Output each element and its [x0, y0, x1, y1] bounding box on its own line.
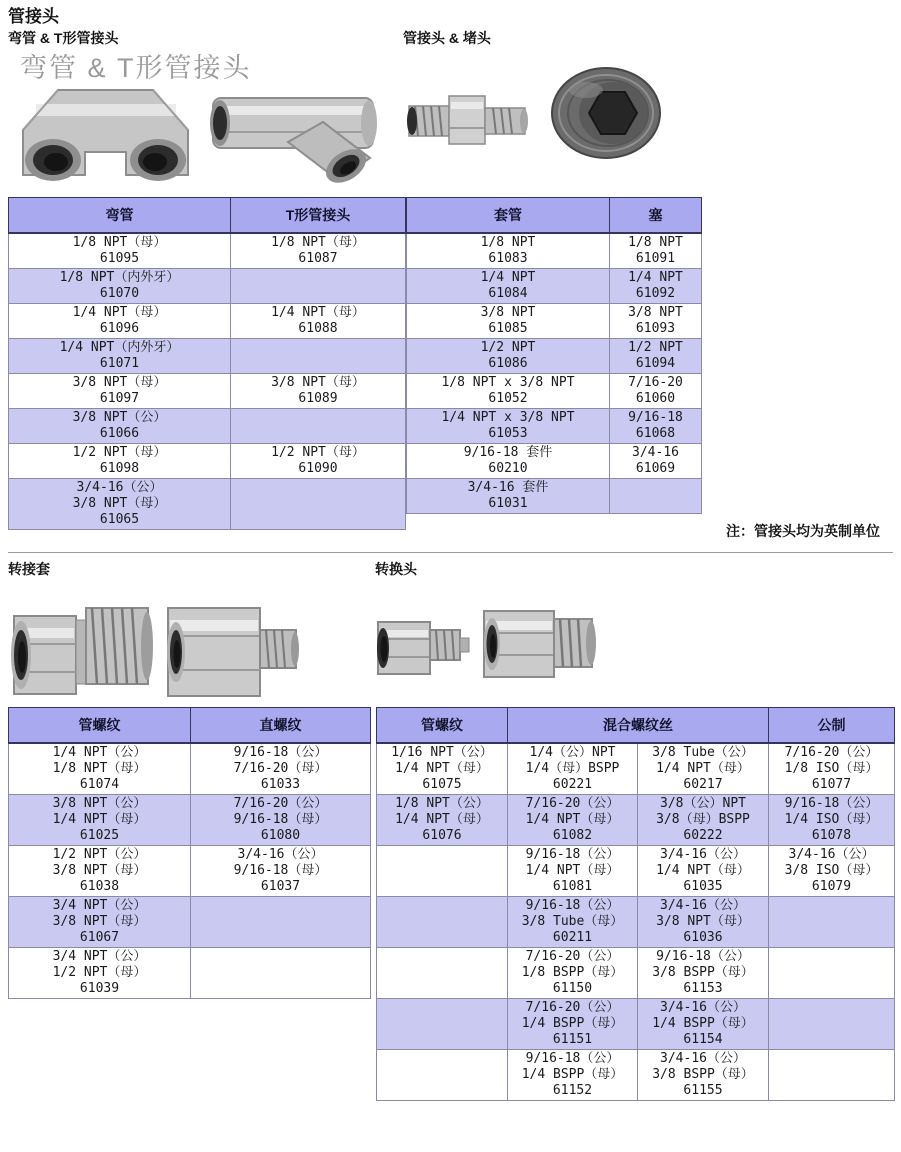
part-number: 61066 — [99, 426, 140, 441]
empty-cell — [377, 999, 508, 1050]
spec-cell — [610, 304, 702, 339]
plug-fitting-photo — [548, 64, 666, 162]
spec-cell — [638, 743, 769, 795]
part-number: 61093 — [635, 321, 676, 336]
thread-spec: 1/4 NPT（公） — [52, 745, 147, 760]
nipple-fitting-photo — [405, 80, 530, 158]
spec-cell — [9, 409, 231, 444]
table-row — [9, 374, 406, 409]
part-number: 61060 — [635, 391, 676, 406]
thread-spec: 1/4 NPT — [628, 270, 683, 285]
table-row — [407, 339, 702, 374]
part-number: 60210 — [488, 461, 528, 476]
thread-spec: 1/8 NPT — [628, 235, 683, 250]
table-row — [407, 269, 702, 304]
thread-spec: 3/8（公）NPT — [660, 796, 746, 811]
table-row — [377, 795, 895, 846]
thread-spec: 9/16-18（公） — [525, 847, 620, 862]
spec-cell — [231, 233, 406, 269]
header-row — [377, 708, 895, 744]
adapter-sleeve-photo-1 — [8, 588, 158, 706]
table-row — [9, 339, 406, 374]
thread-spec: 3/4-16（公） — [660, 847, 746, 862]
part-number: 61079 — [811, 879, 852, 894]
spec-cell — [407, 479, 610, 514]
watermark-text: 弯管 & T形管接头 — [20, 53, 252, 83]
thread-spec: 3/8 Tube（母） — [521, 914, 624, 929]
empty-cell — [231, 479, 406, 530]
part-number: 61154 — [683, 1032, 723, 1047]
spec-cell — [407, 409, 610, 444]
part-number: 61083 — [488, 251, 528, 266]
empty-cell — [231, 409, 406, 444]
part-number: 61097 — [99, 391, 140, 406]
spec-cell — [610, 233, 702, 269]
thread-spec: 3/8 NPT（母） — [72, 375, 167, 390]
page-title: 管接头 — [8, 7, 59, 26]
spec-cell — [9, 233, 231, 269]
spec-cell — [9, 269, 231, 304]
part-number: 61077 — [811, 777, 852, 792]
table-row — [9, 304, 406, 339]
thread-spec: 3/8 NPT（公） — [52, 796, 147, 811]
spec-cell — [508, 846, 638, 897]
spec-cell — [638, 948, 769, 999]
table-row — [9, 846, 371, 897]
thread-spec: 3/8 BSPP（母） — [652, 1067, 754, 1082]
converter-photo-2 — [478, 593, 600, 693]
thread-spec: 3/8 ISO（母） — [784, 863, 879, 878]
spec-cell — [9, 444, 231, 479]
section-divider — [8, 552, 893, 553]
part-number: 61082 — [552, 828, 593, 843]
adapter-sleeve-photo-2 — [160, 586, 305, 706]
spec-cell — [638, 999, 769, 1050]
spec-cell — [610, 374, 702, 409]
thread-spec: 3/8 NPT — [480, 305, 536, 320]
thread-spec: 1/8 NPT（公） — [395, 796, 489, 811]
thread-spec: 1/4 BSPP（母） — [521, 1067, 624, 1082]
adapter-converter-tables — [8, 707, 895, 1101]
spec-cell — [9, 795, 191, 846]
empty-cell — [610, 479, 702, 514]
part-number: 61085 — [488, 321, 528, 336]
thread-spec: 7/16-20 — [628, 375, 683, 390]
thread-spec: 1/4 BSPP（母） — [652, 1016, 754, 1031]
column-header: 直螺纹 — [191, 708, 371, 744]
thread-spec: 1/2 NPT（公） — [52, 847, 147, 862]
thread-spec: 1/4 ISO（母） — [784, 812, 879, 827]
spec-cell — [231, 444, 406, 479]
empty-cell — [191, 897, 371, 948]
thread-spec: 3/8 NPT（母） — [52, 914, 147, 929]
thread-spec: 3/4-16（公） — [660, 898, 746, 913]
column-header: 套管 — [407, 198, 610, 234]
thread-spec: 3/4-16（公） — [237, 847, 324, 862]
thread-spec: 1/4 NPT（母） — [395, 812, 489, 827]
thread-spec: 1/2 NPT（母） — [52, 965, 147, 980]
spec-cell — [9, 743, 191, 795]
column-header: 公制 — [769, 708, 895, 744]
table-row — [407, 304, 702, 339]
spec-cell — [9, 897, 191, 948]
table-row — [9, 795, 371, 846]
spec-cell — [407, 374, 610, 409]
column-header: 弯管 — [9, 198, 231, 234]
thread-spec: 7/16-20（公） — [525, 949, 620, 964]
spec-cell — [191, 743, 371, 795]
heading-adapter-sleeve: 转接套 — [8, 561, 50, 577]
thread-spec: 3/8（母）BSPP — [656, 812, 750, 827]
spec-cell — [9, 304, 231, 339]
thread-spec: 9/16-18（公） — [525, 1051, 620, 1066]
table-row — [9, 479, 406, 530]
heading-elbow-tee: 弯管 & T形管接头 — [8, 30, 119, 46]
part-number: 61086 — [488, 356, 528, 371]
spec-cell — [508, 948, 638, 999]
thread-spec: 9/16-18（母） — [233, 863, 328, 878]
table-row — [377, 1050, 895, 1101]
spec-cell — [9, 846, 191, 897]
table-row — [9, 948, 371, 999]
thread-spec: 1/4（公）NPT — [529, 745, 616, 760]
table-row — [377, 743, 895, 795]
spec-cell — [377, 743, 508, 795]
table-row — [407, 444, 702, 479]
spec-cell — [9, 479, 231, 530]
thread-spec: 1/8 NPT（母） — [271, 235, 365, 250]
empty-cell — [769, 999, 895, 1050]
spec-cell — [610, 409, 702, 444]
empty-cell — [231, 339, 406, 374]
thread-spec: 3/4-16 套件 — [467, 480, 549, 495]
thread-spec: 1/4 NPT — [480, 270, 536, 285]
table-row — [9, 409, 406, 444]
thread-spec: 9/16-18（母） — [233, 812, 328, 827]
part-number: 61074 — [79, 777, 120, 792]
spec-cell — [9, 339, 231, 374]
part-number: 61092 — [635, 286, 676, 301]
part-number: 61039 — [79, 981, 120, 996]
elbow-tee-table — [8, 197, 406, 530]
thread-spec: 3/8 NPT（母） — [656, 914, 750, 929]
column-header: 管螺纹 — [377, 708, 508, 744]
thread-spec: 3/8 NPT — [628, 305, 683, 320]
thread-spec: 1/8 BSPP（母） — [521, 965, 624, 980]
spec-cell — [508, 897, 638, 948]
thread-spec: 3/4-16（公） — [788, 847, 875, 862]
empty-cell — [769, 897, 895, 948]
table-row — [377, 999, 895, 1050]
spec-cell — [407, 269, 610, 304]
spec-cell — [508, 795, 638, 846]
thread-spec: 3/4-16（公） — [660, 1051, 746, 1066]
part-number: 61075 — [422, 777, 462, 792]
thread-spec: 1/16 NPT（公） — [391, 745, 493, 760]
thread-spec: 1/4 NPT（母） — [52, 812, 147, 827]
thread-spec: 1/2 NPT（母） — [271, 445, 365, 460]
part-number: 61025 — [79, 828, 120, 843]
empty-cell — [769, 1050, 895, 1101]
spec-cell — [610, 444, 702, 479]
thread-spec: 3/4 NPT（公） — [52, 949, 147, 964]
empty-cell — [377, 846, 508, 897]
part-number: 61152 — [552, 1083, 593, 1098]
thread-spec: 7/16-20（公） — [525, 1000, 620, 1015]
thread-spec: 9/16-18（公） — [784, 796, 879, 811]
part-number: 61036 — [683, 930, 723, 945]
column-header: 混合螺纹丝 — [508, 708, 769, 744]
note-imperial-units: 注：管接头均为英制单位 — [726, 523, 880, 539]
thread-spec: 3/4-16（公） — [660, 1000, 746, 1015]
part-number: 61091 — [635, 251, 676, 266]
thread-spec: 3/4-16 — [632, 445, 679, 460]
thread-spec: 3/8 Tube（公） — [652, 745, 754, 760]
spec-cell — [407, 304, 610, 339]
thread-spec: 3/8 NPT（母） — [72, 496, 167, 511]
thread-spec: 1/4 NPT（母） — [525, 812, 620, 827]
thread-spec: 3/4 NPT（公） — [52, 898, 147, 913]
spec-cell — [407, 233, 610, 269]
part-number: 61098 — [99, 461, 140, 476]
empty-cell — [377, 948, 508, 999]
part-number: 60221 — [552, 777, 593, 792]
spec-cell — [638, 897, 769, 948]
thread-spec: 7/16-20（公） — [525, 796, 620, 811]
part-number: 61094 — [635, 356, 676, 371]
spec-cell — [610, 269, 702, 304]
thread-spec: 1/8 ISO（母） — [784, 761, 879, 776]
part-number: 61065 — [99, 512, 140, 527]
thread-spec: 7/16-20（公） — [784, 745, 879, 760]
part-number: 61095 — [99, 251, 140, 266]
spec-cell — [231, 374, 406, 409]
spec-cell — [191, 846, 371, 897]
table-row — [377, 948, 895, 999]
part-number: 61052 — [488, 391, 528, 406]
elbow-fitting-photo — [8, 60, 203, 190]
thread-spec: 9/16-18（公） — [233, 745, 328, 760]
spec-cell — [638, 1050, 769, 1101]
heading-fitting-plug: 管接头 & 堵头 — [403, 30, 491, 46]
table-row — [377, 897, 895, 948]
empty-cell — [377, 897, 508, 948]
part-number: 60211 — [552, 930, 593, 945]
thread-spec: 1/2 NPT（母） — [72, 445, 167, 460]
column-header: 塞 — [610, 198, 702, 234]
thread-spec: 1/4 NPT（母） — [656, 761, 750, 776]
thread-spec: 1/4 BSPP（母） — [521, 1016, 624, 1031]
spec-cell — [231, 304, 406, 339]
thread-spec: 3/8 NPT（公） — [72, 410, 167, 425]
part-number: 61155 — [683, 1083, 723, 1098]
part-number: 61084 — [488, 286, 528, 301]
pipe-straight-thread-table — [8, 707, 371, 999]
thread-spec: 9/16-18 套件 — [463, 445, 553, 460]
spec-cell — [9, 374, 231, 409]
table-row — [9, 897, 371, 948]
spec-cell — [9, 948, 191, 999]
thread-spec: 1/8 NPT（母） — [72, 235, 167, 250]
spec-cell — [407, 444, 610, 479]
part-number: 61068 — [635, 426, 676, 441]
thread-spec: 1/8 NPT x 3/8 NPT — [441, 375, 575, 390]
part-number: 61096 — [99, 321, 140, 336]
thread-spec: 1/8 NPT — [480, 235, 536, 250]
empty-cell — [231, 269, 406, 304]
empty-cell — [769, 948, 895, 999]
heading-converter: 转换头 — [375, 561, 417, 577]
table-row — [9, 444, 406, 479]
table-row — [407, 233, 702, 269]
part-number: 61150 — [552, 981, 593, 996]
table-row — [9, 233, 406, 269]
spec-cell — [508, 743, 638, 795]
part-number: 61078 — [811, 828, 852, 843]
column-header: 管螺纹 — [9, 708, 191, 744]
thread-spec: 1/4 NPT x 3/8 NPT — [441, 410, 575, 425]
part-number: 61089 — [298, 391, 338, 406]
thread-spec: 1/2 NPT — [480, 340, 536, 355]
thread-spec: 1/4 NPT（母） — [525, 863, 620, 878]
spec-cell — [508, 999, 638, 1050]
sleeve-plug-table — [406, 197, 702, 514]
part-number: 61080 — [260, 828, 301, 843]
spec-cell — [407, 339, 610, 374]
spec-cell — [191, 795, 371, 846]
thread-spec: 1/8 NPT（内外牙） — [59, 270, 180, 285]
spec-cell — [769, 846, 895, 897]
part-number: 61070 — [99, 286, 140, 301]
part-number: 61081 — [552, 879, 593, 894]
table-row — [407, 409, 702, 444]
spec-cell — [769, 743, 895, 795]
thread-spec: 1/4 NPT（内外牙） — [59, 340, 180, 355]
spec-cell — [377, 795, 508, 846]
thread-spec: 1/8 NPT（母） — [52, 761, 147, 776]
tee-fitting-photo — [198, 62, 393, 192]
spec-cell — [638, 846, 769, 897]
part-number: 61031 — [488, 496, 528, 511]
thread-spec: 1/4 NPT（母） — [72, 305, 167, 320]
thread-spec: 3/8 NPT（母） — [52, 863, 147, 878]
part-number: 61037 — [260, 879, 301, 894]
part-number: 61076 — [422, 828, 462, 843]
thread-spec: 1/4 NPT（母） — [656, 863, 750, 878]
elbow-tee-sleeve-plug-tables — [8, 197, 702, 530]
table-row — [407, 374, 702, 409]
part-number: 61087 — [298, 251, 338, 266]
spec-cell — [769, 795, 895, 846]
thread-spec: 9/16-18 — [628, 410, 683, 425]
empty-cell — [191, 948, 371, 999]
part-number: 60222 — [683, 828, 723, 843]
header-row — [9, 708, 371, 744]
thread-spec: 9/16-18（公） — [525, 898, 620, 913]
thread-spec: 7/16-20（母） — [233, 761, 328, 776]
part-number: 61038 — [79, 879, 120, 894]
part-number: 61053 — [488, 426, 528, 441]
empty-cell — [377, 1050, 508, 1101]
column-header: T形管接头 — [231, 198, 406, 234]
converter-photo-1 — [372, 600, 477, 688]
thread-spec: 3/8 BSPP（母） — [652, 965, 754, 980]
table-row — [377, 846, 895, 897]
part-number: 60217 — [683, 777, 723, 792]
table-row — [407, 479, 702, 514]
part-number: 61153 — [683, 981, 723, 996]
part-number: 61035 — [683, 879, 723, 894]
thread-spec: 3/4-16（公） — [76, 480, 163, 495]
spec-cell — [508, 1050, 638, 1101]
spec-cell — [638, 795, 769, 846]
thread-spec: 7/16-20（公） — [233, 796, 328, 811]
thread-spec: 9/16-18（公） — [656, 949, 750, 964]
converter-table — [376, 707, 895, 1101]
thread-spec: 1/4 NPT（母） — [271, 305, 365, 320]
part-number: 61088 — [298, 321, 338, 336]
thread-spec: 1/4（母）BSPP — [525, 761, 620, 776]
part-number: 61069 — [635, 461, 676, 476]
table-row — [9, 743, 371, 795]
table-row — [9, 269, 406, 304]
header-row — [9, 198, 406, 234]
thread-spec: 1/4 NPT（母） — [395, 761, 489, 776]
part-number: 61033 — [260, 777, 301, 792]
thread-spec: 1/2 NPT — [628, 340, 683, 355]
part-number: 61090 — [298, 461, 338, 476]
spec-cell — [610, 339, 702, 374]
part-number: 61151 — [552, 1032, 593, 1047]
header-row — [407, 198, 702, 234]
thread-spec: 3/8 NPT（母） — [271, 375, 365, 390]
part-number: 61067 — [79, 930, 120, 945]
part-number: 61071 — [99, 356, 140, 371]
